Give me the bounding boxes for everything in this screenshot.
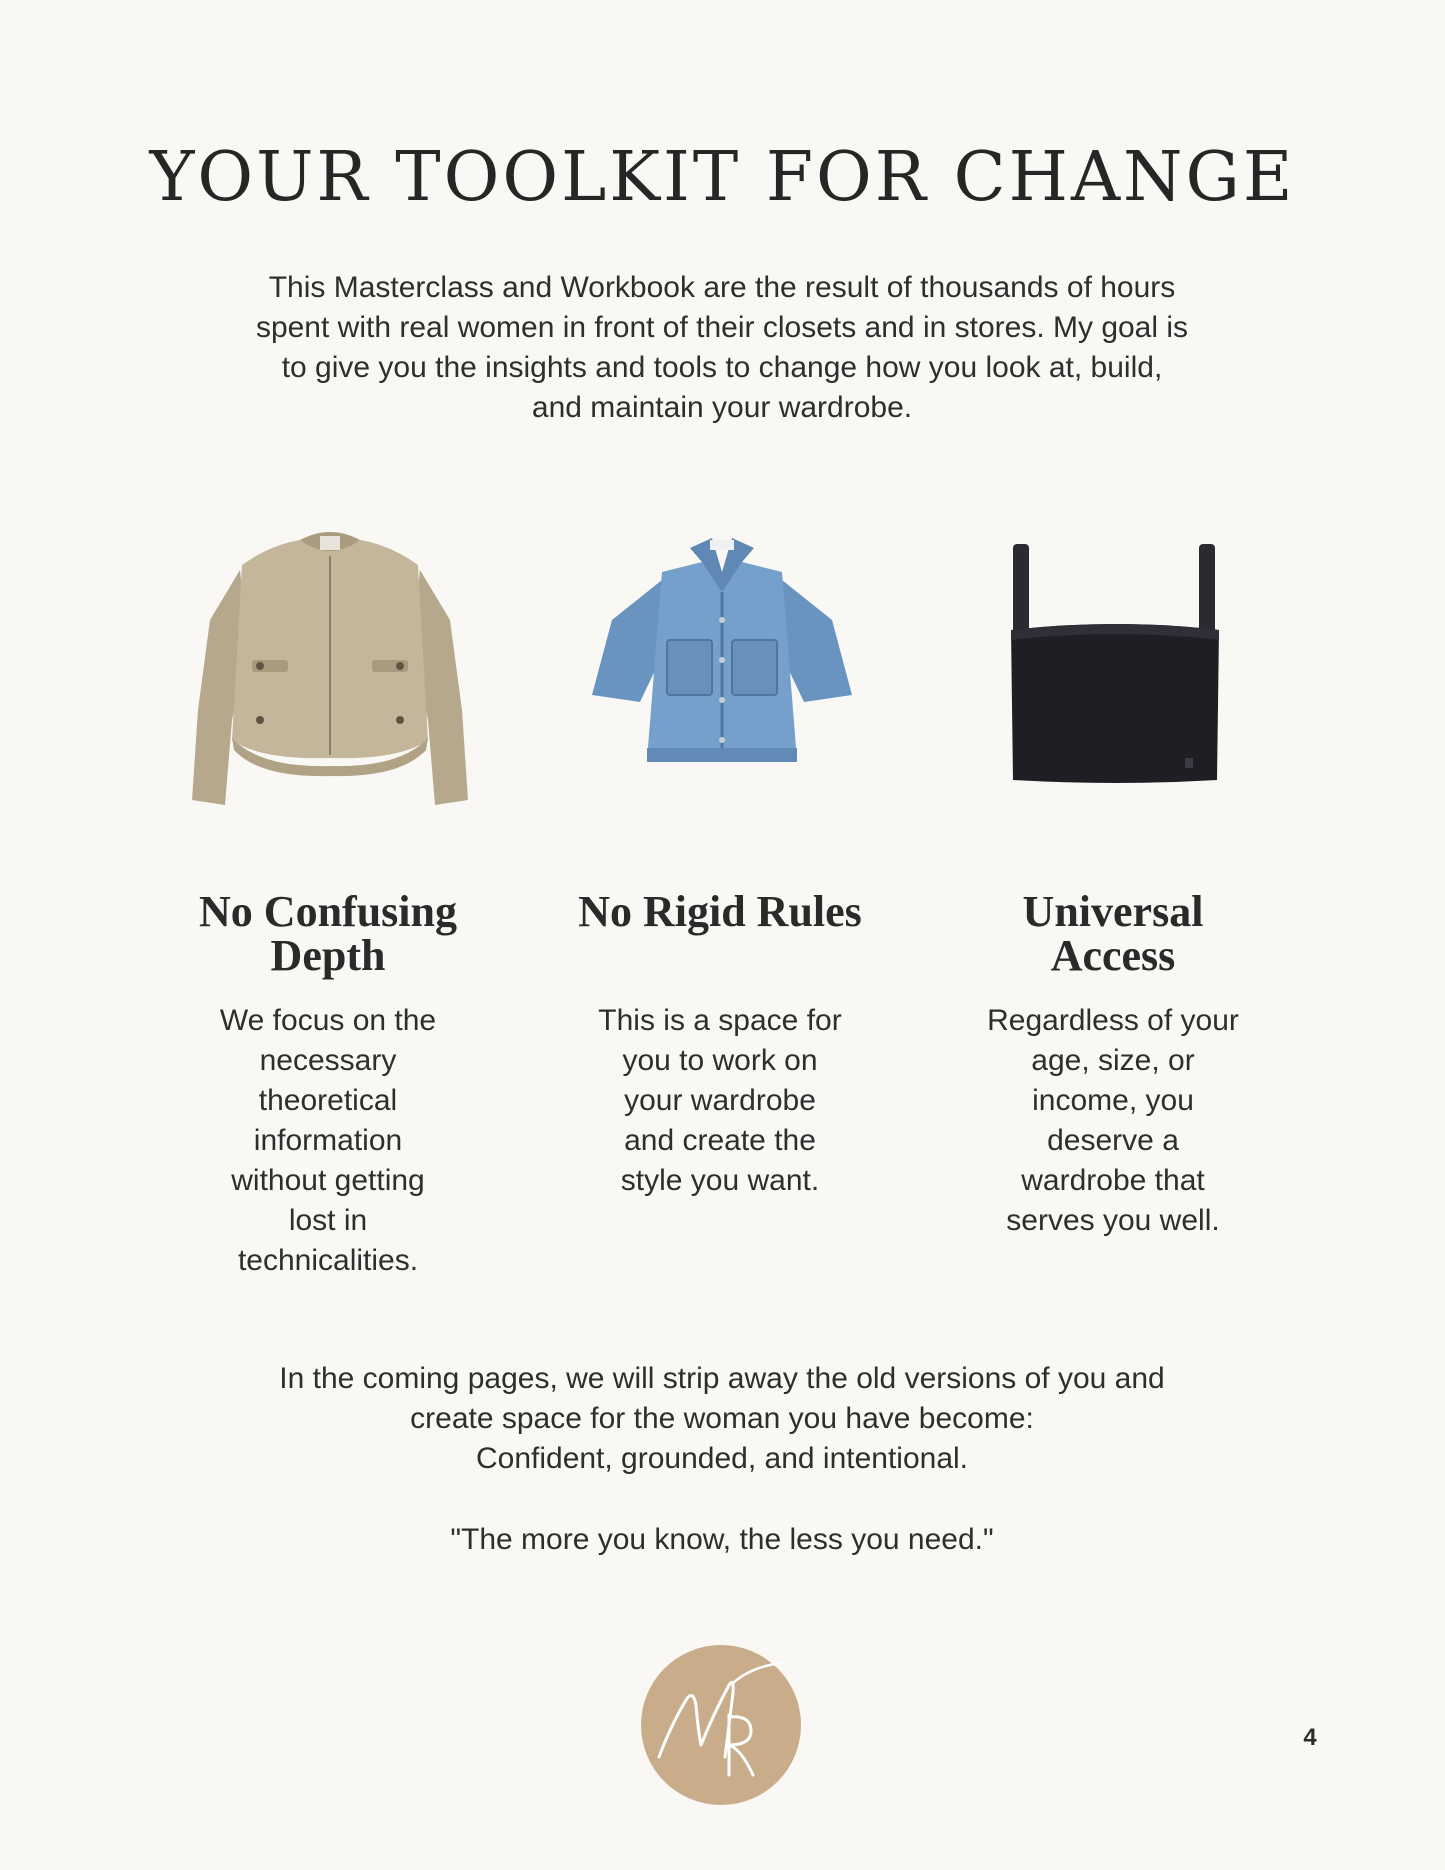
intro-line: to give you the insights and tools to change how you look at, build,: [281, 351, 1163, 384]
page-number: 4: [1303, 1724, 1317, 1751]
feature-text-no-confusing-depth: [178, 1001, 478, 1281]
intro-line: spent with real women in front of their closets and in stores. My goal is: [255, 311, 1189, 344]
feature-title-line: Access: [1050, 931, 1176, 980]
feature-text-line: without getting: [231, 1164, 425, 1197]
feature-text-line: We focus on the: [219, 1004, 437, 1037]
feature-title-line: No Confusing: [199, 887, 457, 936]
feature-text-line: theoretical: [258, 1084, 398, 1117]
closing-line: In the coming pages, we will strip away the old versions of you and: [279, 1362, 1165, 1395]
feature-text-line: Regardless of your: [987, 1004, 1239, 1037]
feature-text-line: wardrobe that: [1021, 1164, 1205, 1197]
feature-title-line: Universal: [1022, 887, 1204, 936]
feature-text-line: serves you well.: [1006, 1204, 1220, 1237]
intro-line: and maintain your wardrobe.: [531, 391, 913, 424]
feature-text-line: information: [253, 1124, 403, 1157]
closing-quote: "The more you know, the less you need.": [450, 1523, 994, 1556]
feature-text-universal-access: [963, 1001, 1263, 1241]
closing-line: Confident, grounded, and intentional.: [475, 1442, 969, 1475]
monogram-icon: [641, 1645, 801, 1805]
feature-title-universal-access: [943, 887, 1283, 980]
feature-text-line: technicalities.: [237, 1244, 419, 1277]
intro-paragraph: [172, 268, 1272, 428]
feature-title-line: No Rigid Rules: [578, 887, 862, 936]
closing-line: create space for the woman you have become:: [410, 1402, 1034, 1435]
closing-paragraph: [172, 1359, 1272, 1479]
feature-text-line: style you want.: [620, 1164, 820, 1197]
feature-text-line: necessary: [259, 1044, 397, 1077]
feature-text-line: your wardrobe: [624, 1084, 816, 1117]
feature-text-line: lost in: [288, 1204, 368, 1237]
feature-text-line: you to work on: [622, 1044, 818, 1077]
feature-text-line: This is a space for: [598, 1004, 842, 1037]
feature-title-no-rigid-rules: [550, 887, 890, 936]
feature-text-line: age, size, or: [1031, 1044, 1195, 1077]
feature-text-no-rigid-rules: [570, 1001, 870, 1201]
intro-line: This Masterclass and Workbook are the result of thousands of hours: [268, 271, 1176, 304]
denim-shirt-image: [562, 510, 882, 830]
page-title: YOUR TOOLKIT FOR CHANGE: [149, 138, 1296, 217]
feature-text-line: income, you: [1032, 1084, 1194, 1117]
black-top-image: [955, 510, 1275, 830]
feature-title-no-confusing-depth: [158, 887, 498, 980]
feature-text-line: and create the: [624, 1124, 816, 1157]
jacket-image: [170, 510, 490, 830]
feature-text-line: deserve a: [1047, 1124, 1179, 1157]
feature-title-line: Depth: [270, 931, 386, 980]
mr-monogram-logo: [641, 1645, 801, 1805]
